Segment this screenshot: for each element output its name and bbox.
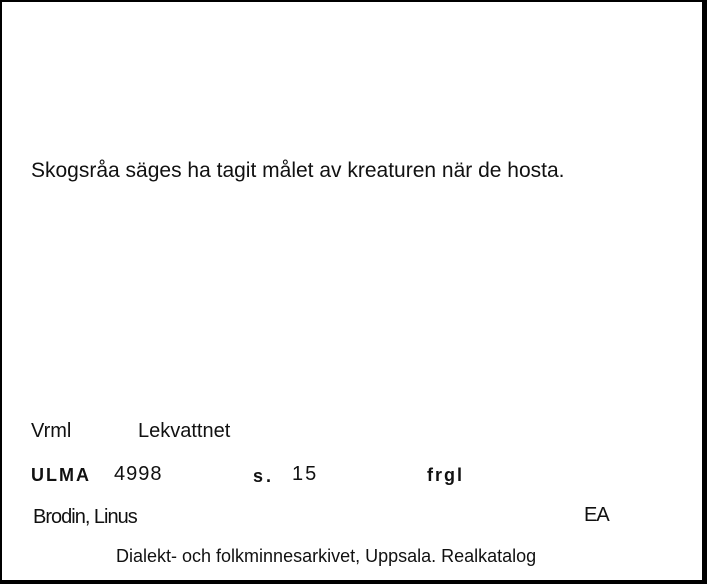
record-type: frgl <box>427 465 464 485</box>
card-border-right <box>702 0 707 584</box>
page-label: s. <box>253 466 275 486</box>
card-border-bottom <box>0 580 707 584</box>
province-abbreviation: Vrml <box>31 420 72 442</box>
archive-label: ULMA <box>31 465 91 485</box>
collector-name: Brodin, Linus <box>33 506 137 528</box>
footer-institution: Dialekt- och folkminnesarkivet, Uppsala. Realkatalog <box>116 546 537 566</box>
parish-name: Lekvattnet <box>138 420 231 442</box>
collector-code: EA <box>584 504 609 526</box>
record-text: Skogsråa säges ha tagit målet av kreaturen när de hosta. <box>31 159 565 182</box>
page-number: 15 <box>292 463 319 485</box>
archive-number: 4998 <box>114 463 163 485</box>
card-border-top <box>0 0 707 2</box>
card-border-left <box>0 0 2 584</box>
